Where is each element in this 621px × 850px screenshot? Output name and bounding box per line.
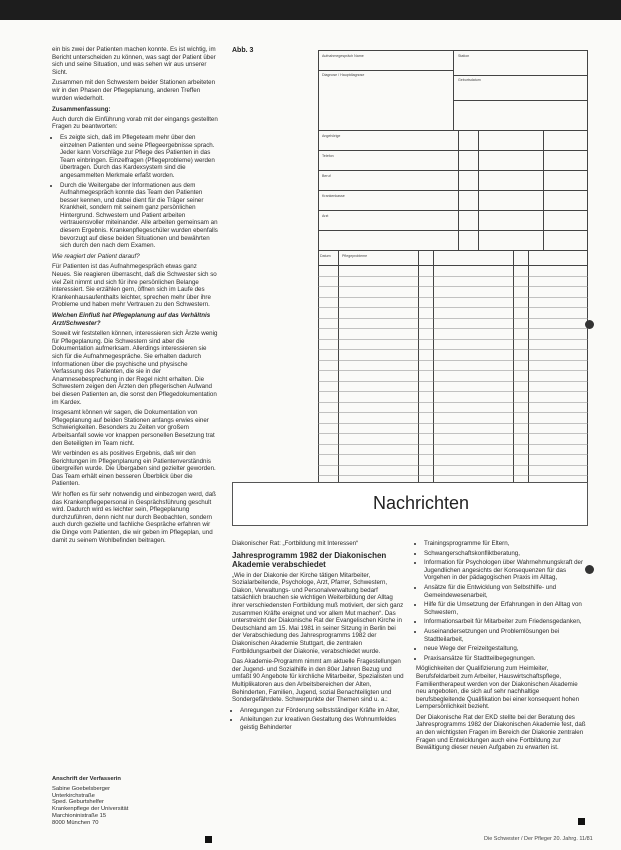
- body-paragraph: Wir hoffen es für sehr notwendig und einbezogen werd, daß das Krankenpflegepersonal in Gesprächsführung geschult wird. Dadurch wird es leichter sein, Pflegeplanung durchzuführen, denn nicht nur durch Beobachten, sondern auch durch gezielte und fachliche Gespräche erfahren wir die Dinge vom Patienten, die wir geben im Pflegeplan, und damit zu seinem Wohlbefinden beitragen.: [52, 491, 216, 544]
- topic-bullet: • Anregungen zur Förderung selbstständiger Kräfte im Alter,: [240, 707, 406, 715]
- nursing-form-figure: [318, 50, 588, 505]
- question-answer: Für Patienten ist das Aufnahmegespräch etwas ganz Neues. Sie reagieren überrascht, daß die Schwester sich so viel Zeit nimmt und sich für ihre persönlichen Belange interessiert. Sie erzählen gern, öffnen sich im Laufe des Krankenhausaufenthalts leichter, sprechen mehr über ihre Probleme und haben mehr Vertrauen zu den Schwestern.: [52, 263, 217, 309]
- article-title: Jahresprogramm 1982 der Diakonischen Akademie verabschiedet: [232, 550, 387, 569]
- news-article-column: [232, 540, 406, 734]
- body-paragraph: „Wie in der Diakonie der Kirche tätigen Mitarbeiter, Sozialarbeitende, Psychologe, Arzt, Pfarrer, Schwestern, Diakon, Verwaltungs- und Personalverwaltung bedarf tatsächlich brauchen sie wichtigen Weiterbildung der Alltag ihrer verschiedensten Fortbildung muß motiviert, der sich ganz zusammen Kräfte ereignet und vor allem Mut machen“. Das unterstreicht der Diakonische Rat der Evangelischen Kirche in Deutschland am 15. Mai 1981 in seiner Sitzung in Berlin bei der Verabschiedung des Jahresprogramms 1982 der Diakonischen Akademie Stuttgart, die zentralen Fortbildungsarbeit der Diakonie, verabschiedet wurde.: [232, 571, 404, 655]
- address-line: Sabine Goebelsberger: [52, 785, 111, 792]
- topic-bullet: • Ansätze für die Entwicklung von Selbsthilfe- und Gemeindewesenarbeit,: [424, 584, 588, 599]
- address-heading: Anschrift der Verfasserin: [52, 776, 121, 782]
- body-paragraph: Der Diakonische Rat der EKD stellte bei der Beratung des Jahresprogramms 1982 der Diakonischen Akademie fest, daß an den wichtigsten Fragen im Bereich der Diakonie zentralen Fragen und Entwicklungen auch eine Fortbildung zur Bewältigung dieser neuen Aufgaben zu erwarten ist.: [416, 713, 586, 752]
- question-heading: Wie reagiert der Patient darauf?: [52, 252, 140, 260]
- end-mark: [578, 818, 585, 825]
- topic-bullets: [416, 540, 588, 662]
- intro-paragraph: ein bis zwei der Patienten machen konnte. Es ist wichtig, im Bericht unterscheiden zu können, was sagt der Patient über sich und seine Situation, und was sehen wir aus unserer Sicht.: [52, 46, 216, 76]
- address-line: Krankenpflege der Universität: [52, 806, 129, 813]
- body-paragraph: Wir verbinden es als positives Ergebnis, daß wir den Berichtungen im Pflegenplanung ein Patientenverständnis übergreifen wurde. Die Übergaben sind gezielter geworden. Das Team erhält einen besseren Überblick über die Patienten.: [52, 450, 216, 488]
- form-field-label: Datum: [320, 254, 331, 258]
- summary-bullet: • Es zeigte sich, daß im Pflegeteam mehr über den einzelnen Patienten und seine Pflegeergebnisse sprach. Jeder kann Vorschläge zur Pflege des Patienten in das Team einbringen. Einzelfragen (Pflegeprobleme) werden übertragen. Durch das Kardexsystem sind die angesammelten Merkmale erfaßt worden.: [60, 134, 218, 180]
- form-field-label: Krankenkasse: [322, 194, 345, 198]
- form-field-label: Beruf: [322, 174, 331, 178]
- page-top-bar: [0, 0, 621, 20]
- left-article-column: [52, 46, 218, 547]
- topic-bullet: • Auseinandersetzungen und Problemlösungen bei Stadtteilarbeit,: [424, 628, 588, 643]
- summary-bullets: [52, 134, 218, 250]
- topic-bullet: • Anleitungen zur kreativen Gestaltung des Wohnumfeldes geistig Behinderter: [240, 716, 406, 731]
- form-field-label: Angehörige: [322, 134, 341, 138]
- topic-bullets: [232, 707, 406, 732]
- question-answer: Soweit wir feststellen können, interessieren sich Ärzte wenig für Pflegeplanung. Die Schwestern sind aber die Dokumentation aufmerksam. Allerdings interessieren sie sich für die Aufnahmegespräche. Sie erhalten dadurch Informationen über die psychische und physische Verfassung des Patienten, die sie in der Anamnesebesprechung in der Regel nicht erhalten. Die Schwestern zeigen den Ärzten den pflegerischen Aufwand bei diesen Patienten an, die sonst den Pflegedokumentation im Kardex.: [52, 330, 218, 406]
- form-field-label: Geburtsdatum: [458, 78, 481, 82]
- question-heading: Welchen Einfluß hat Pflegeplanung auf das Verhältnis Arzt/Schwester?: [52, 312, 211, 327]
- end-mark: [205, 836, 212, 843]
- intro-paragraph-2: Zusammen mit den Schwestern beider Stationen arbeiteten wir in den Phasen der Pflegeplanung, anderen Treffen wurden wiederholt.: [52, 79, 216, 102]
- summary-heading: Zusammenfassung:: [52, 106, 111, 114]
- address-line: Unterkirchstraße: [52, 792, 95, 799]
- author-address: [52, 776, 172, 827]
- address-line: Sped. Geburtshelfer: [52, 799, 104, 806]
- punch-hole: [585, 565, 594, 574]
- form-field-label: Telefon: [322, 154, 334, 158]
- form-field-label: Arzt: [322, 214, 329, 218]
- topic-bullet: • Informationsarbeit für Mitarbeiter zum Friedensgedanken,: [424, 618, 588, 626]
- address-line: 8000 München 70: [52, 819, 99, 826]
- news-banner: [232, 482, 588, 526]
- topic-bullet: • neue Wege der Freizeitgestaltung,: [424, 645, 588, 653]
- body-paragraph: Insgesamt können wir sagen, die Dokumentation von Pflegeplanung auf beiden Stationen anfangs erwies einer Schwierigkeiten. Besonders zu Zeiten vor großem Arbeitsanfall sowie vor knappen personellen Besetzung trat den Beteiligten im Team nicht.: [52, 409, 215, 447]
- page-footer: Die Schwester / Der Pfleger 20. Jahrg. 11/81: [484, 836, 593, 842]
- address-line: Marchioninistraße 15: [52, 812, 107, 819]
- news-article-column-right: [416, 540, 588, 755]
- topic-bullet: • Information für Psychologen über Wahrnehmungskraft der Jugendlichen angesichts der Konsequenzen für das Vorgehen in der pädagogischen Praxis im Alltag,: [424, 559, 588, 582]
- topic-bullet: • Praxisansätze für Stadtteilbegegnungen.: [424, 655, 588, 663]
- topic-bullet: • Hilfe für die Umsetzung der Erfahrungen in den Alltag von Schwestern,: [424, 601, 588, 616]
- punch-hole: [585, 320, 594, 329]
- topic-bullet: • Trainingsprogramme für Eltern,: [424, 540, 588, 548]
- body-paragraph: Möglichkeiten der Qualifizierung zum Heimleiter, Berufsfeldarbeit zum Arbeiter, Hauswirtschaftspflege, Familientherapeut werden von der Diakonischen Akademie neu angeboten, die sich auf sehr nachhaltige berufsbegleitende Qualifikation bei einer konsequent hohen Lernpersönlichkeit bezieht.: [416, 665, 580, 711]
- body-paragraph: Das Akademie-Programm nimmt am aktuelle Fragestellungen der Jugend- und Sozialhilfe in den 80er Jahren Bezug und umfaßt 90 Angebote für kirchliche Mitarbeiter, Spezialisten und Multiplikatoren aus den Arbeitsbereichen der Alten, Behinderten, Familien, Jugend, sozial Benachteiligten und Sondergefährdete. Schwerpunkte der Themen sind u. a.:: [232, 658, 404, 704]
- form-field-label: Aufnahmegespräch Name: [322, 54, 364, 58]
- news-banner-title: Nachrichten: [373, 493, 470, 513]
- topic-bullet: • Schwangerschaftskonfliktberatung,: [424, 550, 588, 558]
- form-field-label: Pflegeprobleme: [342, 254, 368, 258]
- form-field-label: Station: [458, 54, 470, 58]
- form-field-label: Diagnose / Hauptdiagnose: [322, 73, 365, 77]
- figure-label: Abb. 3: [232, 47, 254, 54]
- article-kicker: Diakonischer Rat: „Fortbildung mit Interessen“: [232, 540, 359, 547]
- summary-bullet: • Durch die Weitergabe der Informationen aus dem Aufnahmegespräch konnte das Team den Patienten besser kennen, und dabei dient für die Träger seiner Krankheit, sondern mit seinem ganz persönlichen Hintergrund. Schwestern und Patient arbeiten vertrauensvoller miteinander. Alle arbeiten gemeinsam an diesem Ergebnis. Krankenpflegeschüler wurden ebenfalls bevorzugt auf diese beiden Situationen und bewährten sich durch den nach dem Examen.: [60, 182, 218, 250]
- summary-lead: Auch durch die Einführung vorab mit der eingangs gestellten Fragen zu beantworten:: [52, 115, 218, 131]
